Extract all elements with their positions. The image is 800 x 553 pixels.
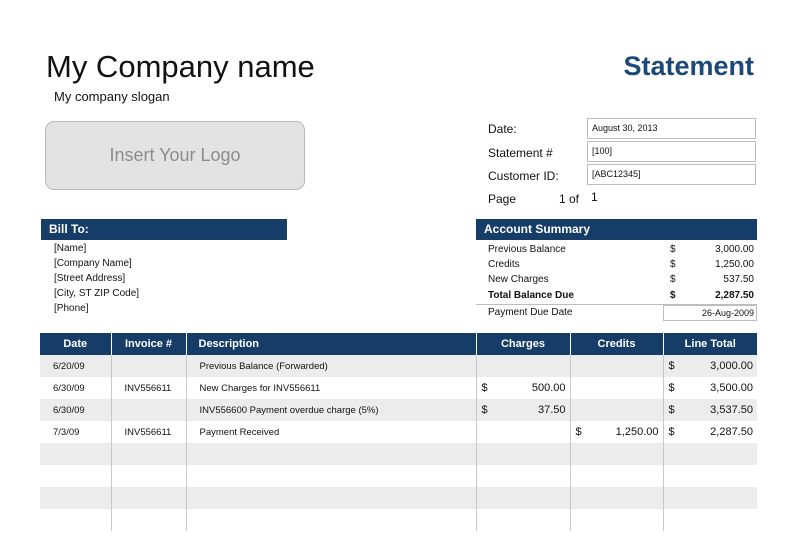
column-header-credits: Credits: [570, 333, 663, 355]
currency-symbol: $: [481, 382, 488, 394]
summary-label: Previous Balance: [488, 244, 566, 255]
cell-invoice[interactable]: [111, 509, 186, 531]
cell-charges[interactable]: [476, 487, 570, 509]
cell-line-total[interactable]: [663, 509, 757, 531]
cell-line-total[interactable]: [663, 465, 757, 487]
cell-date[interactable]: [40, 443, 111, 465]
summary-row-previous-balance: [488, 243, 756, 256]
cell-line-total[interactable]: [663, 443, 757, 465]
page-total: 1: [591, 190, 598, 204]
account-summary-header: Account Summary: [476, 219, 757, 240]
summary-currency: $: [670, 274, 676, 285]
cell-charges[interactable]: [476, 399, 570, 421]
amount-value: 500.00: [531, 382, 566, 394]
cell-line-total[interactable]: [663, 355, 757, 377]
date-label: Date:: [488, 122, 517, 136]
amount-value: 37.50: [537, 404, 566, 416]
cell-credits[interactable]: [570, 421, 663, 443]
summary-currency: $: [670, 259, 676, 270]
table-row[interactable]: [40, 509, 757, 531]
cell-invoice[interactable]: INV556611: [111, 377, 186, 399]
cell-line-total[interactable]: [663, 421, 757, 443]
cell-charges[interactable]: [476, 377, 570, 399]
cell-invoice[interactable]: [111, 487, 186, 509]
statement-number-field[interactable]: [100]: [587, 141, 756, 162]
cell-credits[interactable]: [570, 443, 663, 465]
cell-date[interactable]: 6/30/09: [40, 399, 111, 421]
table-row[interactable]: [40, 443, 757, 465]
currency-symbol: $: [668, 426, 675, 438]
bill-to-name: [Name]: [54, 243, 87, 254]
company-slogan: My company slogan: [54, 89, 170, 104]
cell-description[interactable]: [186, 487, 476, 509]
cell-description[interactable]: INV556600 Payment overdue charge (5%): [186, 399, 476, 421]
cell-description[interactable]: [186, 509, 476, 531]
table-row[interactable]: [40, 377, 757, 399]
cell-credits[interactable]: [570, 487, 663, 509]
currency-symbol: $: [575, 426, 582, 438]
summary-currency: $: [670, 244, 676, 255]
cell-date[interactable]: [40, 487, 111, 509]
customer-id-label: Customer ID:: [488, 169, 559, 183]
cell-line-total[interactable]: [663, 377, 757, 399]
table-body: [40, 355, 757, 531]
amount-value: 3,500.00: [710, 382, 753, 394]
statement-title: Statement: [623, 51, 754, 81]
currency-symbol: $: [668, 404, 675, 416]
bill-to-header: Bill To:: [41, 219, 287, 240]
summary-row-total-due: [488, 289, 756, 302]
currency-symbol: $: [668, 360, 675, 372]
column-header-date: Date: [40, 333, 111, 355]
cell-line-total[interactable]: [663, 487, 757, 509]
payment-due-label: Payment Due Date: [488, 307, 573, 318]
payment-due-row: [476, 304, 757, 321]
cell-charges[interactable]: [476, 465, 570, 487]
table-row[interactable]: [40, 355, 757, 377]
cell-date[interactable]: 6/30/09: [40, 377, 111, 399]
cell-charges[interactable]: [476, 355, 570, 377]
date-field[interactable]: August 30, 2013: [587, 118, 756, 139]
cell-description[interactable]: Previous Balance (Forwarded): [186, 355, 476, 377]
cell-invoice[interactable]: [111, 465, 186, 487]
currency-symbol: $: [481, 404, 488, 416]
cell-credits[interactable]: [570, 399, 663, 421]
cell-credits[interactable]: [570, 509, 663, 531]
table-header-row: [40, 333, 757, 355]
summary-amount: 537.50: [723, 274, 754, 285]
summary-amount: 3,000.00: [715, 244, 754, 255]
summary-label: New Charges: [488, 274, 549, 285]
table-row[interactable]: [40, 421, 757, 443]
bill-to-phone: [Phone]: [54, 303, 89, 314]
page-current: 1 of: [559, 192, 580, 206]
cell-date[interactable]: [40, 465, 111, 487]
cell-invoice[interactable]: [111, 399, 186, 421]
logo-placeholder-text: Insert Your Logo: [109, 145, 241, 165]
customer-id-field[interactable]: [ABC12345]: [587, 164, 756, 185]
column-header-charges: Charges: [476, 333, 570, 355]
payment-due-field[interactable]: 26-Aug-2009: [663, 305, 757, 321]
column-header-description: Description: [186, 333, 476, 355]
table-row[interactable]: [40, 399, 757, 421]
summary-label: Total Balance Due: [488, 290, 574, 301]
cell-invoice[interactable]: [111, 355, 186, 377]
statement-items-table: [40, 333, 757, 531]
summary-amount: 1,250.00: [715, 259, 754, 270]
cell-credits[interactable]: [570, 355, 663, 377]
summary-currency: $: [670, 290, 676, 301]
column-header-invoice: Invoice #: [111, 333, 186, 355]
amount-value: 1,250.00: [615, 426, 659, 438]
table-row[interactable]: [40, 465, 757, 487]
page-label: Page: [488, 192, 517, 206]
cell-date[interactable]: 7/3/09: [40, 421, 111, 443]
cell-description[interactable]: [186, 465, 476, 487]
summary-row-credits: [488, 258, 756, 271]
bill-to-company: [Company Name]: [54, 258, 132, 269]
cell-description[interactable]: New Charges for INV556611: [186, 377, 476, 399]
cell-charges[interactable]: [476, 509, 570, 531]
cell-description[interactable]: Payment Received: [186, 421, 476, 443]
summary-label: Credits: [488, 259, 520, 270]
table-row[interactable]: [40, 487, 757, 509]
cell-line-total[interactable]: [663, 399, 757, 421]
cell-credits[interactable]: [570, 377, 663, 399]
cell-charges[interactable]: [476, 443, 570, 465]
cell-charges[interactable]: [476, 421, 570, 443]
column-header-line-total: Line Total: [663, 333, 757, 355]
cell-date[interactable]: [40, 509, 111, 531]
cell-invoice[interactable]: [111, 443, 186, 465]
summary-amount: 2,287.50: [715, 290, 754, 301]
logo-placeholder[interactable]: [45, 121, 305, 190]
amount-value: 3,000.00: [710, 360, 753, 372]
currency-symbol: $: [668, 382, 675, 394]
company-name: My Company name: [46, 49, 315, 84]
statement-number-label: Statement #: [488, 146, 553, 160]
summary-row-new-charges: [488, 273, 756, 286]
bill-to-street: [Street Address]: [54, 273, 126, 284]
bill-to-city: [City, ST ZIP Code]: [54, 288, 140, 299]
amount-value: 2,287.50: [710, 426, 753, 438]
cell-description[interactable]: [186, 443, 476, 465]
amount-value: 3,537.50: [710, 404, 753, 416]
cell-credits[interactable]: [570, 465, 663, 487]
cell-invoice[interactable]: INV556611: [111, 421, 186, 443]
cell-date[interactable]: 6/20/09: [40, 355, 111, 377]
